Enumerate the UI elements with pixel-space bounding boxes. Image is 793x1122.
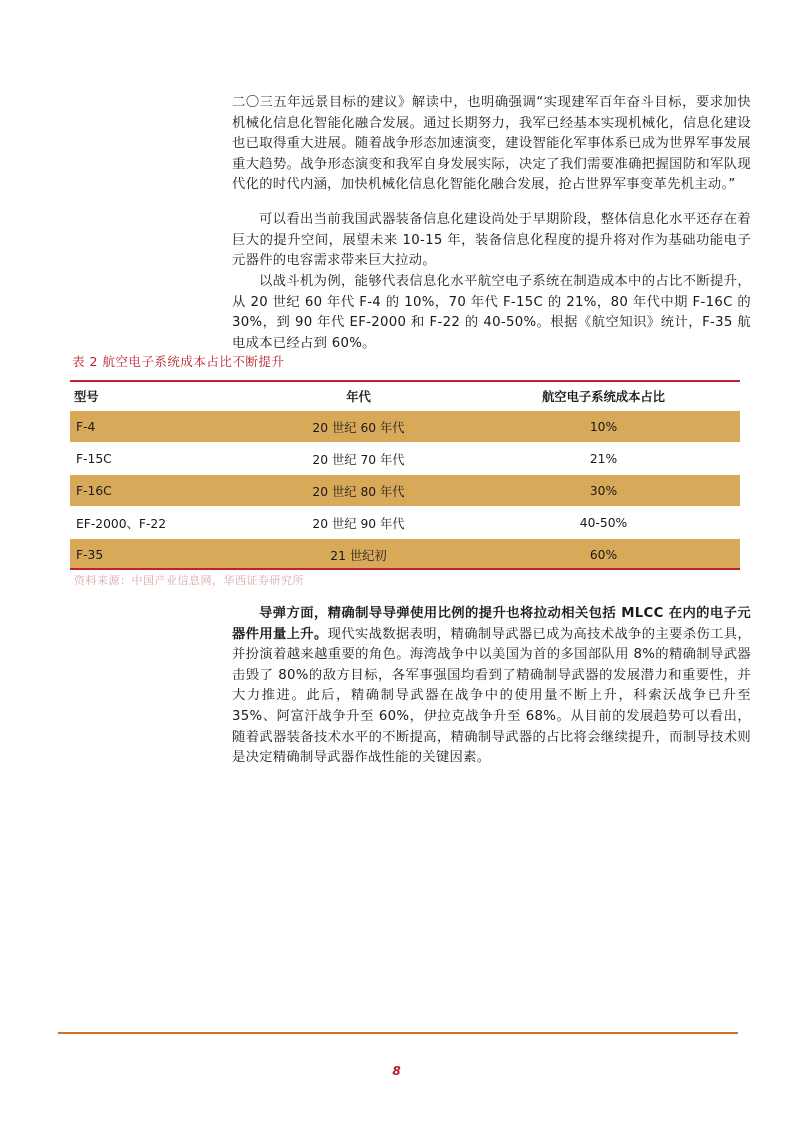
cell-era: 20 世纪 60 年代 [250,411,467,443]
page-number: 8 [392,1064,401,1078]
table-source-note: 资料来源：中国产业信息网，华西证券研究所 [74,574,304,587]
cell-model: F-4 [70,411,250,443]
table-row [70,475,740,507]
avionics-cost-table [70,382,740,570]
cell-era: 20 世纪 90 年代 [250,507,467,539]
footer-rule [58,1032,738,1034]
table-row [70,443,740,475]
cell-share: 60% [467,539,740,571]
cell-share: 21% [467,443,740,475]
table-row [70,507,740,539]
table-header-row [70,382,740,411]
table-row [70,539,740,571]
cell-model: F-16C [70,475,250,507]
header-model: 型号 [74,390,99,404]
cell-era: 20 世纪 80 年代 [250,475,467,507]
paragraph-missile-guidance [232,604,751,769]
cell-era: 21 世纪初 [250,539,467,571]
cell-model: F-15C [70,443,250,475]
header-avionics-share: 航空电子系统成本占比 [542,390,665,404]
cell-share: 30% [467,475,740,507]
table-title: 表 2 航空电子系统成本占比不断提升 [72,354,285,369]
cell-model: EF-2000、F-22 [70,507,250,539]
cell-model: F-35 [70,539,250,571]
paragraph-fighter-example: 以战斗机为例，能够代表信息化水平航空电子系统在制造成本中的占比不断提升，从 20 世纪 60 年代 F-4 的 10%，70 年代 F-15C 的 21%，80 年代中期 F-16C 的 30%，到 90 年代 EF-2000 和 F-22 的 40-50%。根据《航空知识》统计，F-35 航电成本已经占到 60%。 [232,274,751,351]
table-row [70,411,740,443]
cell-era: 20 世纪 70 年代 [250,443,467,475]
table-bottom-rule [70,568,740,570]
paragraph-lead-bold: 导弹方面，精确制导导弹使用比例的提升也将拉动相关包括 MLCC 在内的电子元器件用量上升。 [232,606,751,642]
paragraph-body: 现代实战数据表明，精确制导武器已成为高技术战争的主要杀伤工具，并扮演着越来越重要的角色。海湾战争中以美国为首的多国部队用 8%的精确制导武器击毁了 80%的敌方目标，各军事强国均看到了精确制导武器的发展潜力和重要性，并大力推进。此后，精确制导武器在战争中的使用量不断上升，科索沃战争已升至 35%、阿富汗战争升至 60%，伊拉克战争升至 68%。从目前的发展趋势可以看出，随着武器装备技术水平的不断提高，精确制导武器的占比将会继续提升，而制导技术则是决定精确制导武器作战性能的关键因素。 [232,626,751,766]
cell-share: 10% [467,411,740,443]
paragraph-key-conclusion: 可以看出当前我国武器装备信息化建设尚处于早期阶段，整体信息化水平还存在着巨大的提升空间，展望未来 10-15 年，装备信息化程度的提升将对作为基础功能电子元器件的电容需求带来巨大拉动。 [232,212,751,269]
cell-share: 40-50% [467,507,740,539]
header-era: 年代 [346,390,371,404]
paragraph-policy-quote: 二〇三五年远景目标的建议》解读中，也明确强调“实现建军百年奋斗目标，要求加快机械化信息化智能化融合发展。通过长期努力，我军已经基本实现机械化，信息化建设也已取得重大进展。随着战争形态加速演变，建设智能化军事体系已成为世界军事发展重大趋势。战争形态演变和我军自身发展实际，决定了我们需要准确把握国防和军队现代化的时代内涵，加快机械化信息化智能化融合发展，抢占世界军事变革先机主动。” [232,95,751,193]
